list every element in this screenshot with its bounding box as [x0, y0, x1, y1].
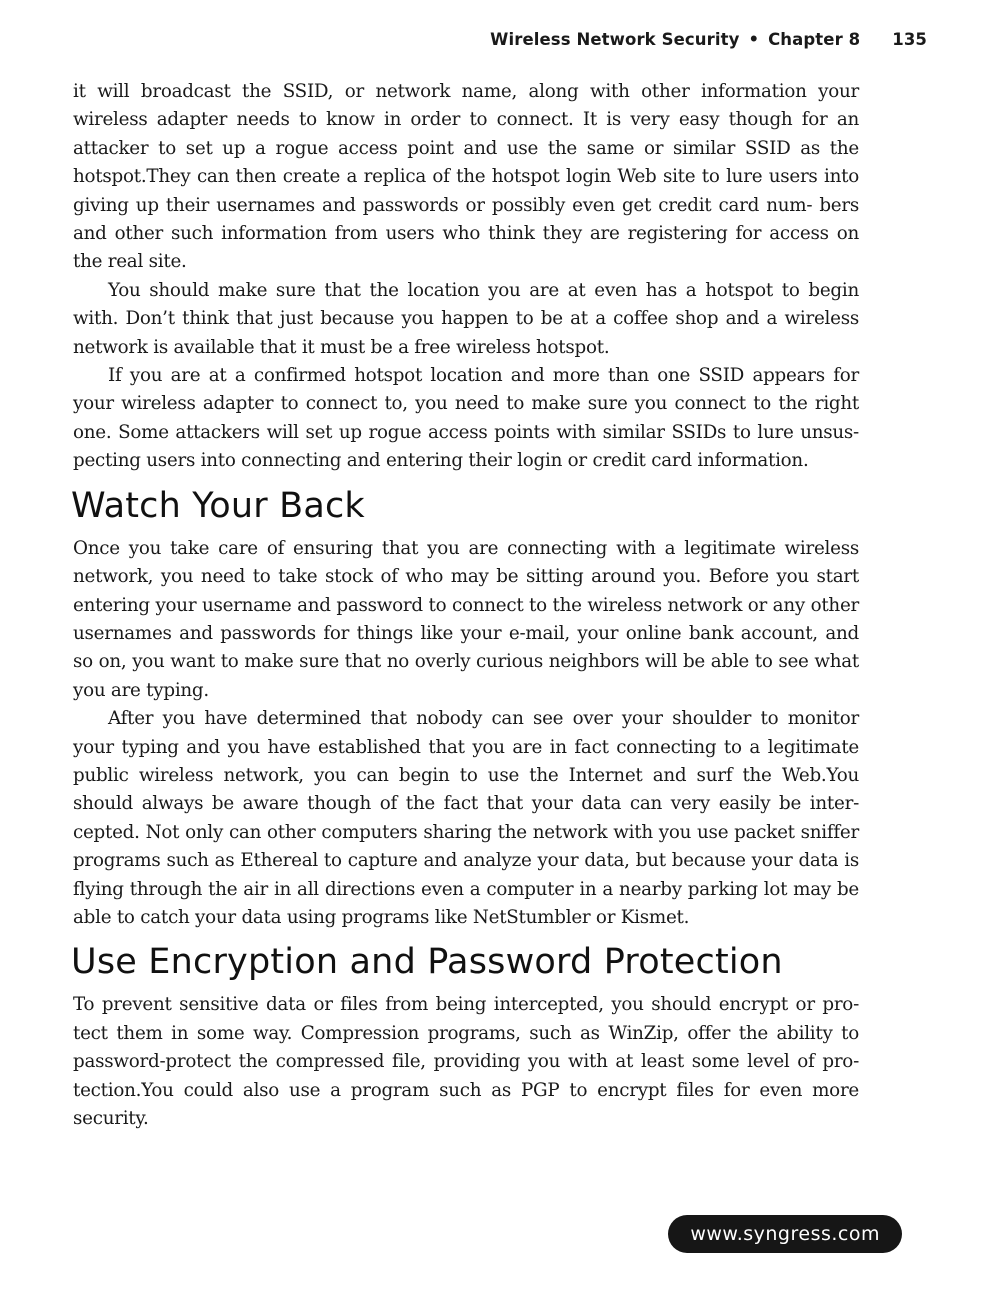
body-paragraph: To prevent sensitive data or files from being intercepted, you should encrypt or pro- tect them in some way. Compression programs, such as WinZip, offer the ability to password-protect the compressed file, providing you with at least some level of pro- tection.You could also use a program such as PGP to encrypt files for even more security. [73, 994, 859, 1129]
body-paragraph: it will broadcast the SSID, or network name, along with other information your wireless adapter needs to know in order to connect. It is very easy though for an attacker to set up a rogue access point and use the same or similar SSID as the hotspot.They can then create a replica of the hotspot login Web site to lure users into giving up their usernames and passwords or possibly even get credit card num- bers and other such information from users who think they are registering for access on the real site. [73, 81, 859, 273]
section-heading-use-encryption: Use Encryption and Password Protection [71, 942, 783, 983]
body-paragraph: After you have determined that nobody can see over your shoulder to monitor your typing and you have established that you are in fact connecting to a legitimate public wireless network, you can begin to use the Internet and surf the Web.You should always be aware though of the fact that your data can very easily be inter- cepted. Not only can other computers sharing the network with you use packet sniffer programs such as Ethereal to capture and analyze your data, but because your data is flying through the air in all directions even a computer in a nearby parking lot may be able to catch your data using programs like NetStumbler or Kismet. [73, 708, 859, 928]
running-head [490, 30, 927, 49]
body-paragraph: Once you take care of ensuring that you are connecting with a legitimate wireless network, you need to take stock of who may be sitting around you. Before you start entering your username and password to connect to the wireless network or any other usernames and passwords for things like your e-mail, your online bank account, and so on, you want to make sure that no overly curious neighbors will be able to see what you are typing. [73, 537, 859, 701]
body-paragraph: You should make sure that the location you are at even has a hotspot to begin with. Don’t think that just because you happen to be at a coffee shop and a wireless network is available that it must be a free wireless hotspot. [73, 279, 859, 358]
page-body [73, 78, 859, 1133]
section-heading-watch-your-back: Watch Your Back [71, 485, 365, 526]
running-head-chapter: Chapter 8 [768, 30, 861, 49]
page-number: 135 [892, 30, 927, 49]
footer-url-badge: www.syngress.com [668, 1215, 902, 1253]
running-head-title: Wireless Network Security [490, 30, 740, 49]
running-head-separator: • [748, 30, 760, 49]
body-paragraph: If you are at a confirmed hotspot location and more than one SSID appears for your wireless adapter to connect to, you need to make sure you connect to the right one. Some attackers will set up rogue access points with similar SSIDs to lure unsus- pecting users into connecting and entering their login or credit card information. [73, 365, 859, 472]
